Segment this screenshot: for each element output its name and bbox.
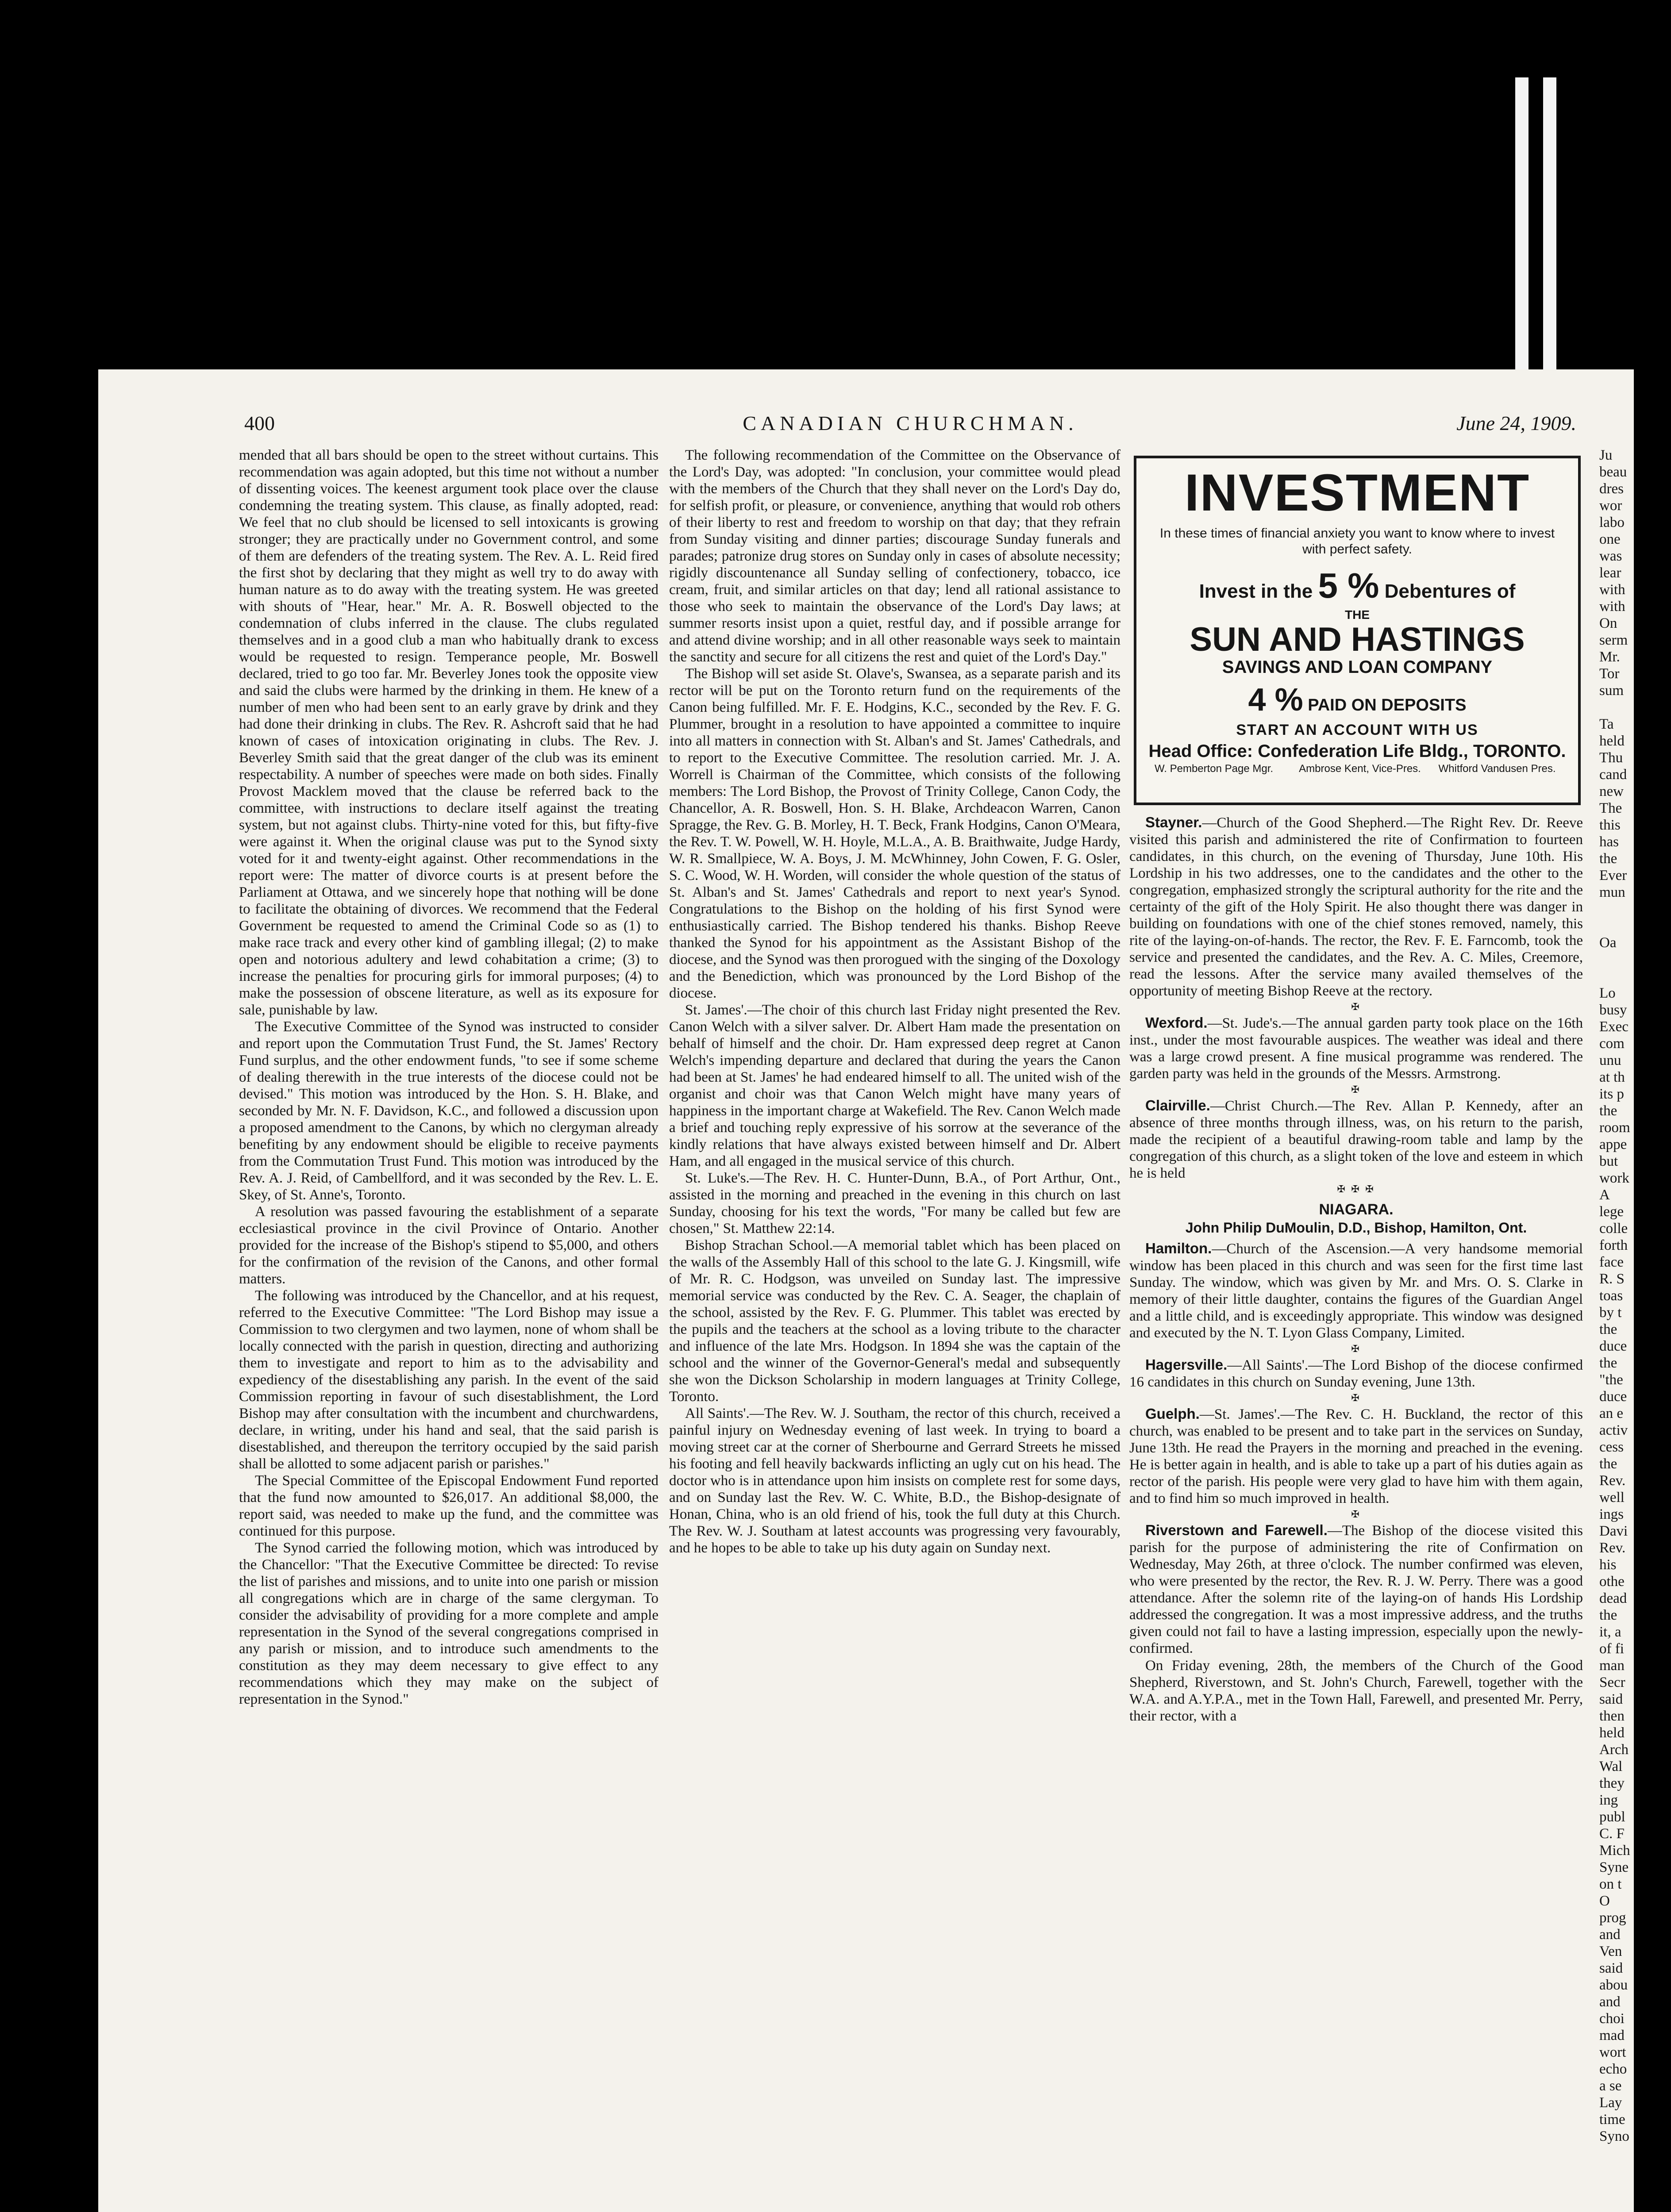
ornament: ✠ xyxy=(1351,1509,1361,1520)
text-fragment: at th xyxy=(1599,1069,1625,1085)
text-fragment: O xyxy=(1599,1893,1610,1909)
text-fragment xyxy=(1599,918,1636,934)
text-fragment: dres xyxy=(1599,481,1624,497)
item-lead: Stayner. xyxy=(1145,814,1202,830)
column-2 xyxy=(669,447,1120,2212)
column-1 xyxy=(239,447,658,2212)
news-item xyxy=(1129,814,1583,999)
section-heading: NIAGARA. xyxy=(1319,1201,1394,1218)
issue-date: June 24, 1909. xyxy=(1456,412,1576,434)
paragraph: The following recommendation of the Committee on the Observance of the Lord's Day, was adopted: "In conclusion, your committee would plead with the members of the Church that they shall never on the Lord's Day do, for selfish profit, or pleasure, or convenience, anything that would rob others of their liberty to rest and freedom to worship on that day; that they refrain from Sunday visiting and dinner parties; discourage Sunday funerals and parades; patronize drug stores on Sunday only in cases of absolute necessity; rigidly discountenance all Sunday selling of confectionery, tobacco, ice cream, fruit, and similar articles on that day; lend all rational assistance to those who seek to maintain the observance of the Lord's Day laws; at summer resorts insist upon a quiet, restful day, and if possible arrange for and attend divine worship; and in all other reasonable ways seek to maintain the sanctity and secure for all citizens the rest and quiet of the Lord's Day." xyxy=(669,447,1120,665)
ad-invest-suffix: Debentures of xyxy=(1384,580,1516,602)
text-fragment: was xyxy=(1599,548,1622,564)
text-fragment: and xyxy=(1599,1927,1621,1943)
text-fragment: then xyxy=(1599,1708,1625,1724)
text-fragment: A xyxy=(1599,1187,1610,1203)
paragraph: Bishop Strachan School.—A memorial tablet which has been placed on the walls of the Assembly Hall of this school to the late G. J. Kingsmill, wife of Mr. R. C. Hodgson, was unveiled on Sunday last. The impressive memorial service was conducted by the Rev. C. A. Seager, the chaplain of the school, assisted by the Rev. F. G. Plummer. This tablet was erected by the pupils and the teachers at the school as a loving tribute to the character and influence of the late Mrs. Hodgson. In 1894 she was the captain of the school and the winner of the Governor-General's medal and subsequently she won the Dickson Scholarship in modern languages at Trinity College, Toronto. xyxy=(669,1237,1120,1405)
text-fragment: with xyxy=(1599,599,1625,614)
text-fragment: face xyxy=(1599,1254,1624,1270)
text-fragment: serm xyxy=(1599,632,1628,648)
ad-company-name: SUN AND HASTINGS xyxy=(1190,621,1525,658)
text-fragment: with xyxy=(1599,582,1625,598)
text-fragment: Rev. xyxy=(1599,1540,1626,1556)
text-fragment: Ju xyxy=(1599,447,1613,463)
paragraph: The Bishop will set aside St. Olave's, Swansea, as a separate parish and its rector will be put on the Toronto return fund on the requirements of the Canon being fulfilled. Mr. F. E. Hodgins, K.C., seconded by the Rev. F. G. Plummer, brought in a resolution to have appointed a committee to inquire into all matters in connection with St. Alban's and St. James' Cathedrals, and to report to the Executive Committee. The resolution carried. Mr. J. A. Worrell is Chairman of the Committee, which consists of the following members: The Lord Bishop, the Provost of Trinity College, Canon Cody, the Chancellor, A. R. Boswell, Hon. S. H. Blake, Archdeacon Warren, Canon Spragge, the Rev. G. B. Morley, H. T. Beck, Frank Hodgins, Canon O'Meara, the Rev. T. W. Powell, W. H. Hoyle, M.L.A., A. B. Braithwaite, Judge Hardy, W. R. Smallpiece, W. A. Boys, J. M. McWhinney, John Cowen, F. G. Osler, S. C. Wood, W. H. Worden, will consider the whole question of the status of St. Alban's and St. James' Cathedrals and report to next year's Synod. Congratulations to the Bishop on the holding of his first Synod were enthusiastically carried. The Bishop tendered his thanks. Bishop Reeve thanked the Synod for his appointment as the Assistant Bishop of the diocese, and the Synod was then prorogued with the singing of the Doxology and the Benediction, which was pronounced by the Lord Bishop of the diocese. xyxy=(669,666,1120,1001)
text-fragment: Davi xyxy=(1599,1523,1628,1539)
text-fragment: said xyxy=(1599,1691,1623,1707)
text-fragment: held xyxy=(1599,733,1625,749)
paragraph: St. James'.—The choir of this church last Friday night presented the Rev. Canon Welch with a silver salver. Dr. Albert Ham made the presentation on behalf of himself and the choir. Dr. Ham expressed deep regret at Canon Welch's impending departure and declared that during the years the Canon had been at St. James' he had endeared himself to all. The united wish of the organist and choir was that Canon Welch might have many years of happiness in the important charge at Wakefield. The Rev. Canon Welch made a brief and touching reply expressive of his sorrow at the severance of the kindly relations that have always existed between himself and Dr. Albert Ham, and all engaged in the musical service of this church. xyxy=(669,1002,1120,1169)
ornament: ✠ xyxy=(1351,1343,1361,1354)
item-lead: Hagersville. xyxy=(1145,1356,1228,1373)
text-fragment: mun xyxy=(1599,884,1625,900)
text-fragment xyxy=(1599,699,1636,716)
text-fragment: R. S xyxy=(1599,1271,1625,1287)
ad-call-to-action: START AN ACCOUNT WITH US xyxy=(1236,722,1478,738)
item-text: —Church of the Ascension.—A very handsome memorial window has been placed in this church and was seen for the first time last Sunday. The window, which was given by Mr. and Mrs. O. S. Clarke in memory of their little daughter, contains the figures of the Guardian Angel and a little child, and is exceedingly appropriate. This window was designed and executed by the N. T. Lyon Glass Company, Limited. xyxy=(1129,1241,1583,1341)
paragraph: The following was introduced by the Chancellor, and at his request, referred to the Executive Committee: "The Lord Bishop may issue a Commission to two clergymen and two laymen, none of whom shall be locally connected with the parish in question, directing and authorizing them to investigate and report to him as to the advisability and expediency of the disestablishing any parish. In the event of the said Commission reporting in favour of such disestablishment, the Lord Bishop may after consultation with the incumbent and churchwardens, declare, in writing, under his hand and seal, that the said parish is disestablished, and thereupon the territory occupied by the said parish shall be allotted to some adjacent parish or parishes." xyxy=(239,1288,658,1472)
text-fragment: activ xyxy=(1599,1422,1628,1438)
ad-officer: Whitford Vandusen Pres. xyxy=(1438,763,1556,775)
text-fragment: work xyxy=(1599,1170,1629,1186)
ad-officers xyxy=(1136,763,1578,791)
item-text: On Friday evening, 28th, the members of the Church of the Good Shepherd, Riverstown, and St. John's Church, Farewell, together with the W.A. and A.Y.P.A., met in the Town Hall, Farewell, and presented Mr. Perry, their rector, with a xyxy=(1129,1658,1583,1724)
ornament: ✠ xyxy=(1351,1084,1361,1095)
text-fragment: abou xyxy=(1599,1977,1628,1993)
text-fragment xyxy=(1599,901,1636,918)
text-fragment: it, a xyxy=(1599,1624,1621,1640)
text-fragment: the xyxy=(1599,1355,1617,1371)
text-fragment: but xyxy=(1599,1153,1618,1169)
text-fragment: of fi xyxy=(1599,1641,1624,1657)
text-fragment: Mich xyxy=(1599,1843,1630,1859)
text-fragment: ing xyxy=(1599,1792,1618,1808)
text-fragment: colle xyxy=(1599,1221,1628,1237)
paragraph: A resolution was passed favouring the establishment of a separate ecclesiastical province in the civil Province of Ontario. Another provided for the increase of the Bishop's stipend to $5,000, and others for the confirmation of the revision of the Canons, and other formal matters. xyxy=(239,1204,658,1287)
text-fragment: Rev. xyxy=(1599,1473,1626,1489)
page-number: 400 xyxy=(244,412,275,434)
text-fragment: the xyxy=(1599,1456,1617,1472)
text-fragment: com xyxy=(1599,1036,1625,1052)
masthead-title: CANADIAN CHURCHMAN. xyxy=(743,412,1078,434)
text-fragment: new xyxy=(1599,783,1624,799)
text-fragment: man xyxy=(1599,1658,1625,1674)
text-fragment: the xyxy=(1599,1321,1617,1337)
text-fragment: cess xyxy=(1599,1439,1624,1455)
ad-deposit-line xyxy=(1136,682,1578,718)
text-fragment: Ever xyxy=(1599,868,1627,883)
text-fragment: busy xyxy=(1599,1002,1627,1018)
paragraph: All Saints'.—The Rev. W. J. Southam, the rector of this church, received a painful injury on Wednesday evening of last week. In trying to board a moving street car at the corner of Sherbourne and Gerrard Streets he missed his footing and fell heavily backwards inflicting an ugly cut on his head. The doctor who is in attendance upon him insists on complete rest for some days, and on Sunday last the Rev. W. C. White, B.D., the Bishop-designate of Honan, China, who is an old friend of his, took the full duty at this Church. The Rev. W. J. Southam at latest accounts was progressing very favourably, and he hopes to be able to take up his duty again on Sunday next. xyxy=(669,1406,1120,1556)
text-fragment: othe xyxy=(1599,1574,1625,1590)
ad-headline: INVESTMENT xyxy=(1184,464,1530,522)
ad-invest-line xyxy=(1136,565,1578,606)
item-text: —St. Jude's.—The annual garden party took place on the 16th inst., under the most favourable auspices. The weather was ideal and there was a large crowd present. A fine musical programme was rendered. The garden party was held in the grounds of the Messrs. Armstrong. xyxy=(1129,1015,1583,1082)
text-fragment: C. F xyxy=(1599,1826,1625,1842)
news-item xyxy=(1129,1014,1583,1082)
text-fragment: forth xyxy=(1599,1237,1628,1253)
text-fragment: mad xyxy=(1599,2028,1625,2043)
text-fragment: toas xyxy=(1599,1288,1623,1304)
text-fragment: Syno xyxy=(1599,2128,1629,2144)
text-fragment: and xyxy=(1599,1994,1621,2010)
text-fragment: its p xyxy=(1599,1086,1624,1102)
text-fragment: choi xyxy=(1599,2011,1625,2027)
text-fragment: Exec xyxy=(1599,1019,1629,1035)
text-fragment xyxy=(1599,951,1636,968)
item-text: —The Bishop of the diocese visited this parish for the purpose of administering the rite of Confirmation on Wednesday, May 26th, at three o'clock. The number confirmed was eleven, who were presented by the rector, the Rev. R. J. W. Perry. There was a good attendance. After the solemn rite of the laying-on of hands His Lordship addressed the congregation. It was a most impressive address, and the truths given could not fail to have a lasting impression, especially upon the newly-confirmed. xyxy=(1129,1523,1583,1656)
text-fragment: room xyxy=(1599,1120,1630,1136)
item-text: —All Saints'.—The Lord Bishop of the diocese confirmed 16 candidates in this church on Sunday evening, June 13th. xyxy=(1129,1357,1583,1390)
text-fragment: lege xyxy=(1599,1204,1624,1220)
text-fragment: well xyxy=(1599,1490,1625,1505)
text-fragment: Ven xyxy=(1599,1943,1622,1959)
item-lead: Riverstown and Farewell. xyxy=(1145,1522,1328,1538)
item-lead: Hamilton. xyxy=(1145,1240,1212,1256)
news-item xyxy=(1129,1657,1583,1724)
text-fragment: a se xyxy=(1599,2078,1622,2094)
ad-tagline: In these times of financial anxiety you want to know where to invest with perfect safety. xyxy=(1159,526,1555,557)
paragraph: The Synod carried the following motion, which was introduced by the Chancellor: "That the Executive Committee be directed: To revise the list of parishes and missions, and to unite into one parish or mission all congregations which are in charge of the same clergyman. To consider the advisability of providing for a more complete and ample representation in the Synod of the several congregations comprised in any parish or mission, and to introduce such amendments to the constitution as they may deem necessary to give effect to any recommendations which they may make on the subject of representation in the Synod." xyxy=(239,1540,658,1707)
text-fragment: "the xyxy=(1599,1372,1623,1388)
text-fragment: has xyxy=(1599,834,1619,850)
news-item xyxy=(1129,1356,1583,1390)
text-fragment: prog xyxy=(1599,1910,1626,1926)
column-3 xyxy=(1129,814,1583,2212)
text-fragment: Arch xyxy=(1599,1742,1629,1758)
news-item xyxy=(1129,1240,1583,1341)
ad-invest-prefix: Invest in the xyxy=(1199,580,1313,602)
text-fragment: Ta xyxy=(1599,716,1614,732)
text-fragment: this xyxy=(1599,817,1621,833)
news-item xyxy=(1129,1406,1583,1507)
text-fragment: held xyxy=(1599,1725,1625,1741)
text-fragment: time xyxy=(1599,2112,1625,2128)
ad-officer: Ambrose Kent, Vice-Pres. xyxy=(1299,763,1421,775)
item-lead: Wexford. xyxy=(1145,1014,1208,1031)
item-text: —Christ Church.—The Rev. Allan P. Kennedy, after an absence of three months through illness, was, on his return to the parish, made the recipient of a beautiful drawing-room table and lamp by the congregation of this church, as a slight token of the love and esteem in which he is held xyxy=(1129,1098,1583,1181)
text-fragment: dead xyxy=(1599,1590,1627,1606)
text-fragment: Syne xyxy=(1599,1859,1629,1875)
ad-paid-text: PAID ON DEPOSITS xyxy=(1308,696,1467,714)
text-fragment: labo xyxy=(1599,515,1625,530)
item-text: —St. James'.—The Rev. C. H. Buckland, the rector of this church, was enabled to be present and to take part in the services on Sunday, June 13th. He read the Prayers in the morning and preached in the evening. He is better again in health, and is able to take up a part of his duties again as rector of the parish. His people were very glad to have him with them again, and to find him so much improved in health. xyxy=(1129,1406,1583,1506)
item-text: —Church of the Good Shepherd.—The Right Rev. Dr. Reeve visited this parish and administered the rite of Confirmation to fourteen candidates, in this church, on the evening of Thursday, June 10th. His Lordship in his two addresses, one to the candidates and the other to the congregation, emphasized strongly the scriptural authority for the rite and the certainty of the gift of the Holy Spirit. He also thought there was danger in building on foundations with one of the chief stones removed, namely, this rite of the laying-on-of-hands. The rector, the Rev. F. E. Farncomb, took the service and presented the candidates, and the Rev. A. C. Miles, Creemore, read the lessons. After the service many availed themselves of the opportunity of meeting Bishop Reeve at the rectory. xyxy=(1129,815,1583,999)
text-fragment: by t xyxy=(1599,1305,1622,1321)
text-fragment: said xyxy=(1599,1960,1623,1976)
text-fragment: publ xyxy=(1599,1809,1625,1825)
ad-the: THE xyxy=(1345,608,1370,622)
text-fragment: one xyxy=(1599,531,1621,547)
text-fragment: they xyxy=(1599,1775,1625,1791)
text-fragment: Secr xyxy=(1599,1674,1625,1690)
text-fragment: Wal xyxy=(1599,1759,1623,1774)
investment-advertisement xyxy=(1134,456,1581,805)
ad-rate-debentures: 5 % xyxy=(1318,566,1379,605)
ad-officer: W. Pemberton Page Mgr. xyxy=(1154,763,1274,775)
ad-head-office: Head Office: Confederation Life Bldg., TORONTO. xyxy=(1148,741,1566,761)
paragraph: The Executive Committee of the Synod was instructed to consider and report upon the Commutation Trust Fund, the St. James' Rectory Fund surplus, and the other endowment funds, "to see if some scheme of dealing therewith in the true interests of the diocese could not be devised." This motion was introduced by the Hon. S. H. Blake, and seconded by Mr. N. F. Davidson, K.C., and followed a discussion upon a proposed amendment to the Canons, by which no clergyman already benefiting by any endowment should be eligible to receive payments from the Commutation Trust Fund. This motion was introduced by the Rev. A. J. Reid, of Cambellford, and it was seconded by the Rev. L. E. Skey, of St. Anne's, Toronto. xyxy=(239,1019,658,1203)
text-fragment: On xyxy=(1599,615,1617,631)
text-fragment: duce xyxy=(1599,1338,1627,1354)
text-fragment: appe xyxy=(1599,1137,1627,1152)
text-fragment: sum xyxy=(1599,683,1624,699)
news-item xyxy=(1129,1522,1583,1657)
newspaper-page xyxy=(98,369,1634,2212)
text-fragment: duce xyxy=(1599,1389,1627,1405)
text-fragment xyxy=(1599,968,1636,985)
text-fragment: Thu xyxy=(1599,750,1623,766)
ornament: ✠ xyxy=(1351,1001,1361,1012)
ornament: ✠ xyxy=(1351,1392,1361,1403)
text-fragment: the xyxy=(1599,851,1617,867)
text-fragment: beau xyxy=(1599,464,1627,480)
item-lead: Clairville. xyxy=(1145,1097,1210,1114)
paragraph: St. Luke's.—The Rev. H. C. Hunter-Dunn, B.A., of Port Arthur, Ont., assisted in the morning and preached in the evening in this church on last Sunday, choosing for his text the words, "For many be called but few are chosen," St. Matthew 22:14. xyxy=(669,1170,1120,1237)
text-fragment: cand xyxy=(1599,767,1627,783)
text-fragment: Lo xyxy=(1599,985,1616,1001)
text-fragment: the xyxy=(1599,1607,1617,1623)
text-fragment: lear xyxy=(1599,565,1621,581)
ornament: ✠ ✠ ✠ xyxy=(1337,1183,1375,1194)
text-fragment: unu xyxy=(1599,1052,1621,1068)
page-header xyxy=(244,411,1576,438)
column-4-cut-off xyxy=(1599,447,1636,2144)
text-fragment: Lay xyxy=(1599,2095,1622,2111)
text-fragment: Oa xyxy=(1599,935,1617,951)
text-fragment: Tor xyxy=(1599,666,1620,682)
news-item xyxy=(1129,1097,1583,1182)
section-byline: John Philip DuMoulin, D.D., Bishop, Hamilton, Ont. xyxy=(1185,1220,1527,1236)
text-fragment: ings xyxy=(1599,1506,1624,1522)
text-fragment: wor xyxy=(1599,498,1622,514)
paragraph: mended that all bars should be open to the street without curtains. This recommendation was again adopted, but this time not without a number of dissenting voices. The keenest argument took place over the clause condemning the treating system. This clause, as finally adopted, read: We feel that no club should be licensed to sell intoxicants is growing stronger; they are practically under no Government control, and some of them are defenders of the treating system. The Rev. A. L. Reid fired the first shot by declaring that they might as well try to do away with human nature as to do away with the treating system. He was greeted with shouts of "Hear, hear." Mr. A. R. Boswell objected to the condemnation of clubs inferred in the clause. The clubs regulated themselves and in a good club a man who habitually drank to excess would be requested to resign. Temperance people, Mr. Boswell declared, tried to go too far. Mr. Beverley Jones took the opposite view and said the clubs were harmed by the drinking in them. He knew of a number of men who had been sent to an early grave by drink and they had done their drinking in clubs. The Rev. R. Ashcroft said that he had known of cases of intoxication originating in clubs. The Rev. J. Beverley Smith said that the great danger of the club was its eminent respectability. A number of speeches were made on both sides. Finally Provost Macklem moved that the clause be referred back to the committee, with instructions to declare itself against the treating system, but not against clubs. Thirty-nine voted for this, but fifty-five were against it. When the original clause was put to the Synod sixty voted for it and twenty-eight against. Other recommendations in the report were: The matter of divorce courts is at present before the Parliament at Ottawa, and we sincerely hope that nothing will be done to facilitate the obtaining of divorces. We recommend that the Federal Government be requested to amend the Criminal Code so as (1) to make race track and every other kind of gambling illegal; (2) to make open and notorious adultery and lewd cohabitation a crime; (3) to increase the penalties for procuring girls for immoral purposes; (4) to make the possession of obscene literature, as well as its exposure for sale, punishable by law. xyxy=(239,447,658,1018)
text-fragment: his xyxy=(1599,1557,1617,1573)
text-fragment: The xyxy=(1599,800,1622,816)
text-fragment: Mr. xyxy=(1599,649,1620,665)
paragraph: The Special Committee of the Episcopal Endowment Fund reported that the fund now amounted to $26,017. An additional $8,000, the report said, was needed to make up the fund, and the committee was continued for this purpose. xyxy=(239,1473,658,1539)
text-fragment: the xyxy=(1599,1103,1617,1119)
ad-company-subtitle: SAVINGS AND LOAN COMPANY xyxy=(1222,657,1493,677)
text-fragment: echo xyxy=(1599,2061,1627,2077)
text-fragment: an e xyxy=(1599,1406,1624,1421)
ad-rate-deposits: 4 % xyxy=(1248,682,1303,718)
text-fragment: wort xyxy=(1599,2044,1626,2060)
text-fragment: on t xyxy=(1599,1876,1622,1892)
item-lead: Guelph. xyxy=(1145,1406,1200,1422)
